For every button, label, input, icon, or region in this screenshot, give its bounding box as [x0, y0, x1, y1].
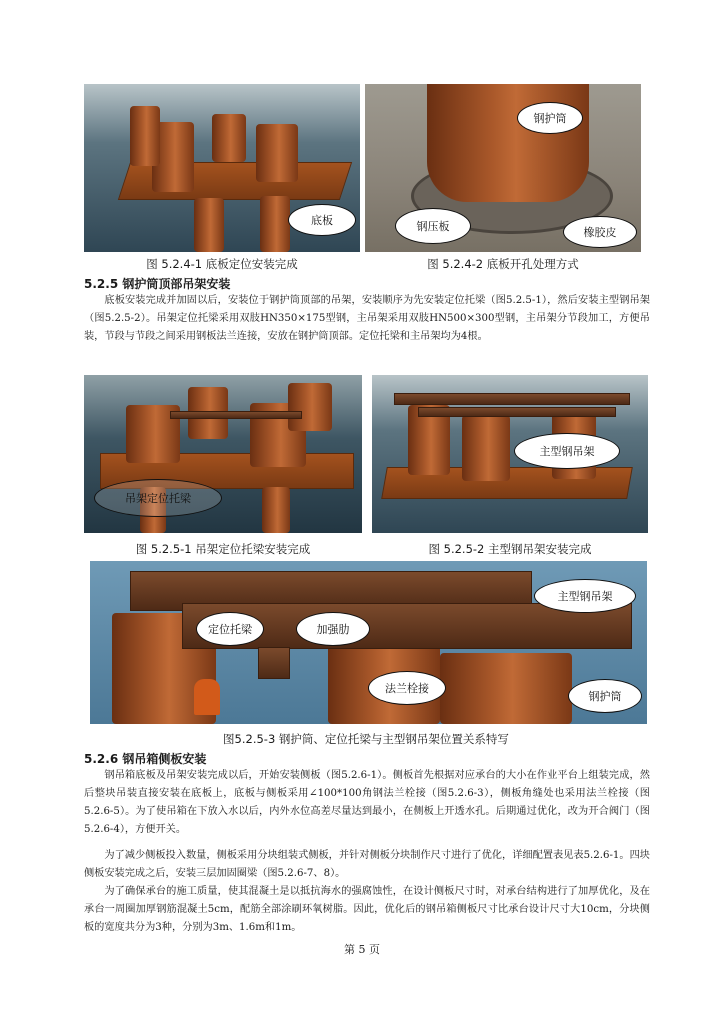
photo-casing-beam-hanger-closeup [90, 561, 647, 724]
callout-rubber-sheet: 橡胶皮 [563, 216, 637, 248]
pile-leg [260, 196, 290, 252]
paragraph: 为了减少侧板投入数量，侧板采用分块组装式侧板，并针对侧板分块制作尺寸进行了优化，详细配置表见表5.2.6-1。四块侧板安装完成之后，安装三层加固圈梁（图5.2.6-7、8）。 [84, 850, 650, 879]
figure-caption: 图 5.2.4-1 底板定位安装完成 [146, 257, 298, 271]
positioning-beam [170, 411, 302, 419]
section-heading: 5.2.5 钢护筒顶部吊架安装 [84, 277, 231, 291]
callout-steel-casing: 钢护筒 [568, 679, 642, 713]
page-number: 第 5 页 [344, 943, 380, 956]
callout-stiffener: 加强肋 [296, 612, 370, 646]
photo-bottom-plate-hole-detail [365, 84, 641, 252]
paragraph: 为了确保承台的施工质量，使其混凝土是以抵抗海水的强腐蚀性，在设计侧板尺寸时，对承台结构进行了加厚优化，及在承台一周圈加厚钢筋混凝土5cm，配筋全部涂刷环氧树脂。因此，优化后的钢吊箱侧板尺寸比承台设计尺寸大10cm，分块侧板的宽度共分为3种，分别为3m、1.6m和1m。 [84, 886, 650, 933]
pile-leg [262, 487, 290, 533]
steel-casing [212, 114, 246, 162]
main-hanger-beam [394, 393, 630, 405]
callout-steel-pressure-plate: 钢压板 [395, 208, 471, 244]
paragraph: 底板安装完成并加固以后，安装位于钢护筒顶部的吊架，安装顺序为先安装定位托梁（图5.2.5-1），然后安装主型钢吊架（图5.2.5-2）。吊架定位托梁采用双肢HN350×175型钢，主吊架采用双肢HN500×300型钢，主吊架分节段加工，方便吊装，节段与节段之间采用钢板法兰连接，安放在钢护筒顶部。定位托梁和主吊架均为4根。 [84, 295, 650, 342]
callout-main-hanger: 主型钢吊架 [514, 433, 620, 469]
photo-bottom-plate-installed [84, 84, 360, 252]
main-hanger-beam [418, 407, 616, 417]
callout-positioning-beam: 定位托梁 [196, 612, 264, 646]
figure-caption: 图5.2.5-3 钢护筒、定位托梁与主型钢吊架位置关系特写 [223, 732, 509, 746]
callout-positioning-beam: 吊架定位托梁 [94, 479, 222, 517]
steel-casing [462, 415, 510, 481]
callout-steel-casing: 钢护筒 [517, 102, 583, 134]
figure-caption: 图 5.2.5-1 吊架定位托梁安装完成 [135, 542, 311, 556]
steel-casing [427, 84, 589, 202]
photo-main-hanger-installed [372, 375, 648, 533]
positioning-beam [258, 647, 290, 679]
callout-main-hanger: 主型钢吊架 [534, 579, 636, 613]
section-heading: 5.2.6 钢吊箱侧板安装 [84, 752, 207, 766]
steel-casing [440, 653, 572, 724]
photo-positioning-beam-installed [84, 375, 362, 533]
pile-leg [194, 198, 224, 252]
steel-casing [288, 383, 332, 431]
worker [194, 679, 220, 715]
callout-flange-bolt: 法兰栓接 [368, 671, 446, 705]
paragraph: 钢吊箱底板及吊架安装完成以后，开始安装侧板（图5.2.6-1）。侧板首先根据对应承台的大小在作业平台上组装完成，然后整块吊装直接安装在底板上，底板与侧板采用∠100*100角钢法兰栓接（图5.2.6-3），侧板角缝处也采用法兰栓接（图5.2.6-5）。为了使吊箱在下放入水以后，内外水位高差尽量达到最小，在侧板上开透水孔。后期通过优化，改为开合阀门（图5.2.6-4），方便开关。 [84, 770, 650, 835]
steel-casing [256, 124, 298, 182]
steel-casing [130, 106, 160, 166]
figure-caption: 图 5.2.5-2 主型钢吊架安装完成 [428, 542, 592, 556]
figure-caption: 图 5.2.4-2 底板开孔处理方式 [427, 257, 579, 271]
callout-bottom-plate: 底板 [288, 204, 356, 236]
